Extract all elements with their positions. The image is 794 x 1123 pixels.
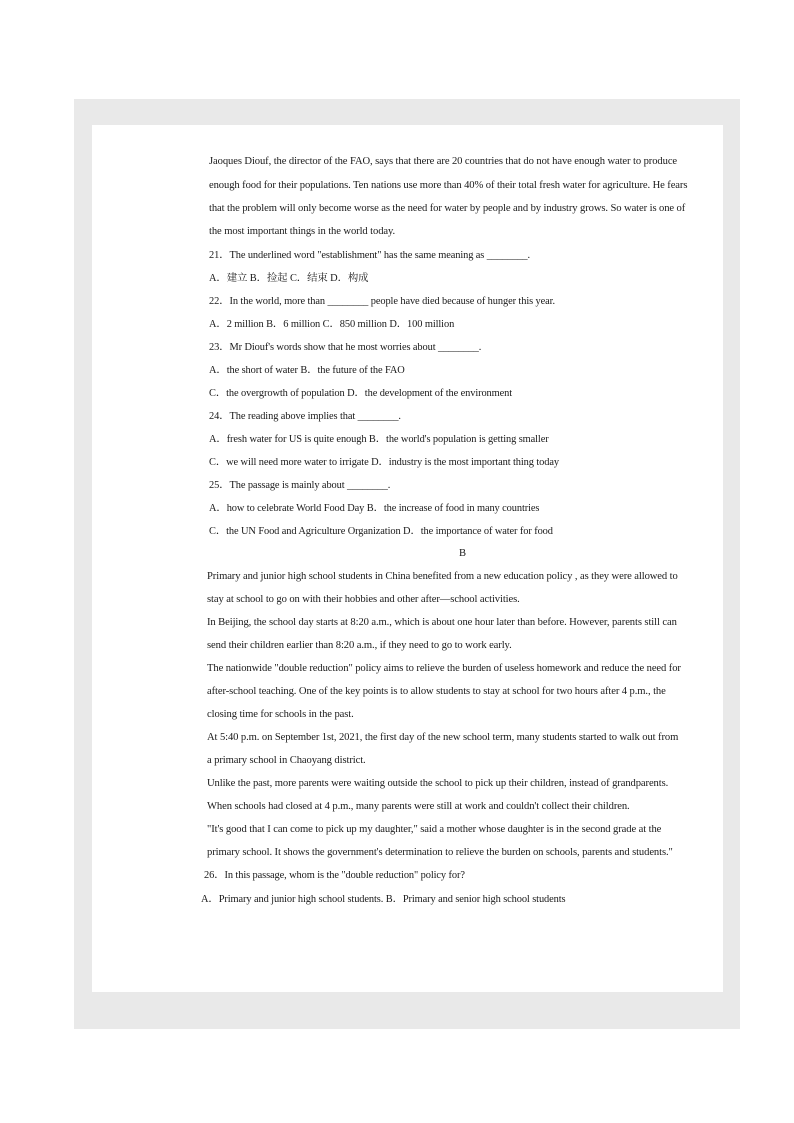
passage-b-line: At 5:40 p.m. on September 1st, 2021, the first day of the new school term, many students started to walk out from [207, 732, 679, 743]
question-24-options: A．fresh water for US is quite enough B．the world's population is getting smaller [209, 434, 549, 445]
question-21-stem: 21．The underlined word "establishment" has the same meaning as ________. [209, 250, 531, 261]
passage-b-line: "It's good that I can come to pick up my daughter," said a mother whose daughter is in the second grade at the [207, 824, 662, 835]
question-24-stem: 24．The reading above implies that ________. [209, 411, 401, 422]
passage-b-line: stay at school to go on with their hobbies and other after—school activities. [207, 594, 520, 605]
passage-b-line: a primary school in Chaoyang district. [207, 755, 366, 766]
passage-b-line: When schools had closed at 4 p.m., many parents were still at work and couldn't collect their children. [207, 801, 630, 812]
passage-a-line: the most important things in the world today. [209, 226, 396, 237]
passage-b-line: Primary and junior high school students in China benefited from a new education policy , as they were allowed to [207, 571, 678, 582]
passage-b-line: closing time for schools in the past. [207, 709, 354, 720]
question-21-options: A．建立 B．捡起 C．结束 D．构成 [209, 273, 369, 284]
question-26-options: A．Primary and junior high school students. B．Primary and senior high school students [201, 894, 566, 905]
question-25-stem: 25．The passage is mainly about ________. [209, 480, 391, 491]
question-22-stem: 22．In the world, more than ________ people have died because of hunger this year. [209, 296, 555, 307]
passage-a-line: that the problem will only become worse as the need for water by people and by industry grows. So water is one of [209, 203, 686, 214]
passage-a-line: Jaoques Diouf, the director of the FAO, says that there are 20 countries that do not have enough water to produce [209, 156, 678, 167]
question-26-stem: 26．In this passage, whom is the "double reduction" policy for? [204, 870, 465, 881]
question-23-options: A．the short of water B．the future of the FAO [209, 365, 405, 376]
passage-b-line: primary school. It shows the government's determination to relieve the burden on schools, parents and students." [207, 847, 673, 858]
question-25-options: C．the UN Food and Agriculture Organization D．the importance of water for food [209, 526, 553, 537]
passage-b-line: after-school teaching. One of the key points is to allow students to stay at school for two hours after 4 p.m., the [207, 686, 666, 697]
question-24-options: C．we will need more water to irrigate D．industry is the most important thing today [209, 457, 559, 468]
question-22-options: A．2 million B．6 million C．850 million D．100 million [209, 319, 455, 330]
passage-b-line: In Beijing, the school day starts at 8:20 a.m., which is about one hour later than before. However, parents still can [207, 617, 677, 628]
passage-b-line: Unlike the past, more parents were waiting outside the school to pick up their children, instead of grandparents. [207, 778, 669, 789]
question-23-stem: 23．Mr Diouf's words show that he most worries about ________. [209, 342, 482, 353]
question-23-options: C．the overgrowth of population D．the development of the environment [209, 388, 513, 399]
question-25-options: A．how to celebrate World Food Day B．the increase of food in many countries [209, 503, 540, 514]
passage-b-line: send their children earlier than 8:20 a.m., if they need to go to work early. [207, 640, 512, 651]
passage-b-line: The nationwide "double reduction" policy aims to relieve the burden of useless homework and reduce the need for [207, 663, 681, 674]
section-b-heading: B [459, 548, 466, 559]
passage-a-line: enough food for their populations. Ten nations use more than 40% of their total fresh water for agriculture. He fears [209, 180, 688, 191]
